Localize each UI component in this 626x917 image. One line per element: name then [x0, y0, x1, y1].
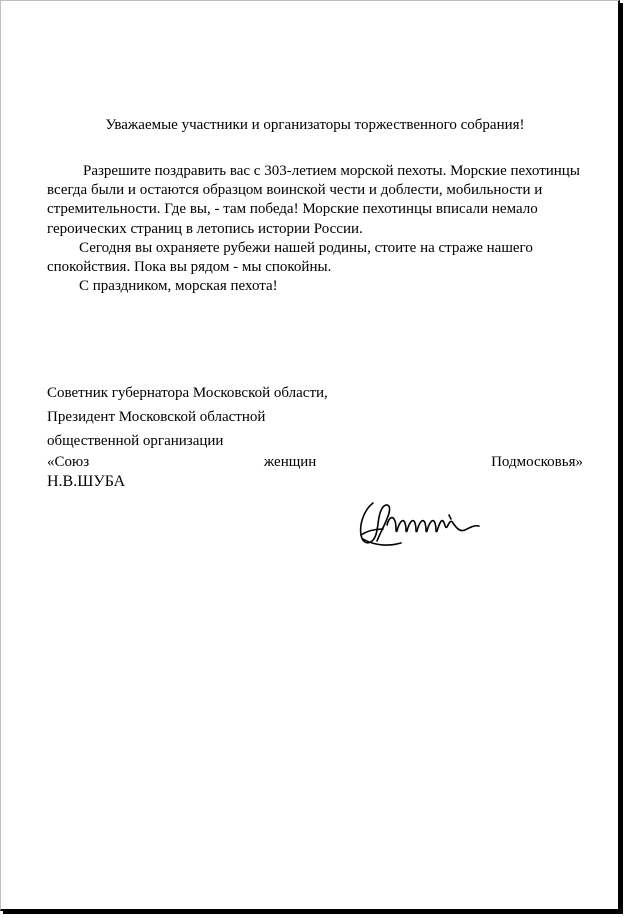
signer-name: Н.В.ШУБА	[47, 473, 126, 490]
letter-body	[47, 162, 583, 296]
signer-title-line: Президент Московской областной	[47, 409, 266, 425]
signer-title-line: Советник губернатора Московской области,	[47, 385, 328, 401]
organization-name-word: «Союз	[47, 454, 90, 470]
organization-name-word: Подмосковья»	[491, 454, 583, 470]
handwritten-signature-icon	[353, 495, 481, 551]
organization-name-line	[47, 453, 583, 472]
letter-paragraph: Сегодня вы охраняете рубежи нашей родины, стоите на страже нашего спокойствия. Пока вы рядом - мы спокойны.	[47, 239, 533, 276]
signer-title-line: общественной организации	[47, 433, 224, 449]
letter-greeting: Уважаемые участники и организаторы торжественного собрания!	[105, 117, 525, 133]
signature-block	[47, 381, 583, 491]
organization-name-word: женщин	[263, 454, 317, 470]
letter-paragraph: Разрешите поздравить вас с 303-летием морской пехоты. Морские пехотинцы всегда были и остаются образцом воинской чести и доблести, мобильности и стремительности. Где вы, - там победа! Морские пехотинцы вписали немало героических страниц в летопись истории России.	[47, 163, 580, 237]
letter-paragraph: С праздником, морская пехота!	[79, 278, 278, 295]
